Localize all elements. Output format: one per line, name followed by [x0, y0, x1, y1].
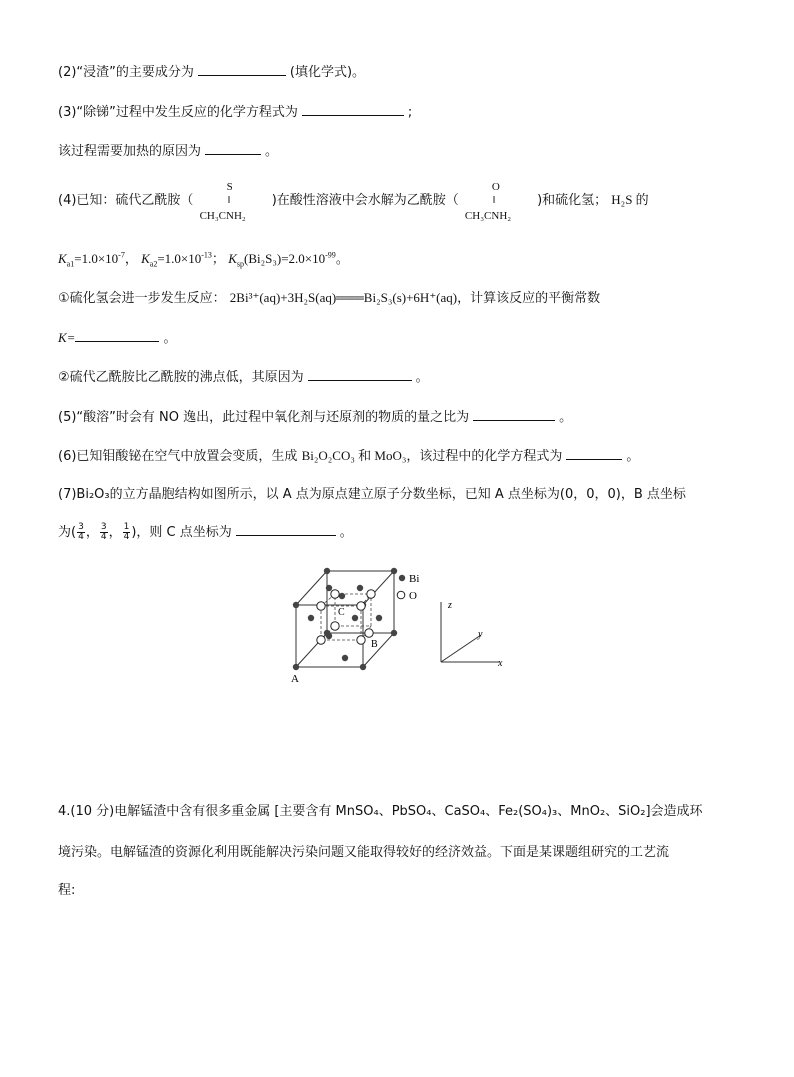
ksp-sub: sp: [236, 259, 244, 269]
frac1-den: 4: [78, 532, 84, 542]
q4-sub1-prefix: ①硫化氢会进一步发生反应：: [58, 291, 226, 306]
q5-ratio-blank[interactable]: [473, 407, 555, 421]
q4-sub1-suffix: ，计算该反应的平衡常数: [457, 291, 601, 306]
q3-line2-prefix: 该过程需要加热的原因为: [58, 144, 202, 159]
q7-c-coordinate-blank[interactable]: [236, 522, 336, 536]
crystal-cell-figure: [285, 560, 515, 690]
frac3-den: 4: [123, 532, 130, 542]
legend-bi-marker: [399, 575, 405, 581]
question-3-reason: [58, 141, 278, 161]
ka1-value: =1.0×10: [74, 251, 119, 266]
q4-sub2-suffix: 。: [415, 370, 429, 385]
q4-hydrolysis-text: )在酸性溶液中会水解为乙酰胺（: [271, 193, 459, 208]
frac2-num: 3: [100, 522, 107, 532]
q6-suffix: 。: [626, 449, 640, 464]
q4-sub2-blank[interactable]: [308, 367, 412, 381]
k-answer-blank[interactable]: [75, 328, 159, 342]
q7-line1: (7)Bi₂O₃的立方晶胞结构如图所示，以 A 点为原点建立原子分数坐标，已知 A 点坐标为(0，0，0)，B 点坐标: [58, 487, 686, 502]
question-3: [58, 102, 412, 122]
q3-line1-suffix: ;: [407, 105, 413, 120]
q4-h2s-text: )和硫化氢；: [537, 193, 608, 208]
question-5: [58, 407, 572, 427]
axis-x-label: x: [498, 658, 503, 669]
thioacetamide-structure: [198, 179, 268, 223]
axes-symbol: [441, 602, 499, 662]
ksp-value: (Bi₂S₃)=2.0×10: [243, 251, 326, 266]
struct2-oxygen: O: [491, 180, 500, 193]
q4-constants-end: 。: [335, 251, 349, 266]
q7-line2-prefix: 为(: [58, 525, 77, 540]
q4-sub2: [58, 367, 429, 387]
next-question-line1: [58, 803, 703, 821]
next-question-text3: 程:: [58, 883, 76, 898]
legend-bi: Bi: [409, 573, 420, 585]
question-7: [58, 486, 686, 504]
fraction-b-x: [77, 523, 85, 542]
label-a: A: [291, 673, 299, 685]
question-6: [58, 446, 639, 466]
question-7-line2: 为( $\frac{3}{4}$ ， $\frac{3}{4}$ ， $\frac{1}{4}$ )，则 C 点坐标为 。: [58, 522, 353, 542]
acetamide-structure: [463, 179, 533, 223]
ka2-value: =1.0×10: [157, 251, 202, 266]
ka1-exp: -7: [118, 250, 125, 260]
struct1-double-bond: ‖: [227, 194, 231, 206]
struct2-base: CH₃CNH₂: [464, 209, 512, 222]
q4-constants: $K_{a1}=1.0\times 10^{-7}$， $K_{a2}=1.0\times 10^{-13}$； $K_{sp}(Bi_2S_3)=2.0\times 10^{-99}$。: [58, 250, 349, 269]
q4-intro: (4)已知：硫代乙酰胺（: [58, 193, 194, 208]
q6-prefix: (6)已知钼酸铋在空气中放置会变质，生成: [58, 449, 298, 464]
q6-products: Bi₂O₂CO₃ 和 MoO₃: [301, 448, 407, 463]
ka2-exp: -13: [201, 250, 212, 260]
next-question-line2: [58, 844, 669, 862]
ka1-sub: a1: [66, 259, 75, 269]
next-question-text1: 4.(10 分)电解锰渣中含有很多重金属 [主要含有 MnSO₄、PbSO₄、CaSO₄、Fe₂(SO₄)₃、MnO₂、SiO₂]会造成环: [58, 804, 703, 819]
ka1-symbol: K: [58, 251, 67, 266]
q4-k-line: [58, 328, 176, 348]
h2s-formula: H₂S 的: [611, 192, 649, 207]
q5-prefix: (5)“酸溶”时会有 NO 逸出，此过程中氧化剂与还原剂的物质的量之比为: [58, 410, 470, 425]
struct1-base: CH₃CNH₂: [199, 209, 246, 222]
legend-o-marker: [397, 591, 405, 599]
k-suffix: 。: [163, 331, 177, 346]
q6-equation-blank[interactable]: [566, 446, 622, 460]
struct1-sulfur: S: [226, 180, 233, 193]
q7-line2-mid: )，则 C 点坐标为: [131, 525, 232, 540]
q2-prefix: (2)“浸渣”的主要成分为: [58, 65, 194, 80]
q6-middle: ，该过程中的化学方程式为: [406, 449, 563, 464]
label-b: B: [371, 639, 378, 650]
label-c: C: [338, 607, 345, 618]
ka2-sub: a2: [149, 259, 158, 269]
ksp-exp: -99: [325, 250, 336, 260]
o-atoms: [317, 590, 375, 644]
q7-line2-suffix: 。: [339, 525, 353, 540]
q2-suffix: (填化学式)。: [289, 65, 366, 80]
q3-line2-suffix: 。: [265, 144, 279, 159]
fraction-b-y: [100, 523, 108, 542]
frac1-num: 3: [78, 522, 84, 532]
q3-line1-prefix: (3)“除锑”过程中发生反应的化学方程式为: [58, 105, 298, 120]
axis-y-label: y: [478, 629, 483, 640]
q4-sub1: [58, 289, 600, 308]
k-label: K=: [58, 330, 76, 345]
frac2-den: 4: [100, 532, 107, 542]
fraction-b-z: [123, 523, 131, 542]
q5-suffix: 。: [559, 410, 573, 425]
legend-o: O: [409, 590, 417, 602]
q4-sub2-prefix: ②硫代乙酰胺比乙酰胺的沸点低，其原因为: [58, 370, 304, 385]
struct2-double-bond: ‖: [492, 194, 496, 206]
q3-equation-blank[interactable]: [302, 102, 404, 116]
q2-answer-blank[interactable]: [198, 62, 286, 76]
question-2: [58, 62, 365, 82]
bi-atoms: [293, 568, 397, 670]
axis-z-label: z: [448, 600, 452, 611]
next-question-text2: 境污染。电解锰渣的资源化利用既能解决污染问题又能取得较好的经济效益。下面是某课题组研究的工艺流: [58, 845, 670, 860]
next-question-line3: [58, 882, 75, 900]
q3-reason-blank[interactable]: [205, 141, 261, 155]
q4-sub1-equation: 2Bi³⁺(aq)+3H₂S(aq)═══Bi₂S₃(s)+6H⁺(aq): [229, 290, 458, 305]
ksp-symbol: K: [228, 251, 237, 266]
question-4: [58, 176, 649, 224]
ka2-symbol: K: [141, 251, 150, 266]
frac3-num: 1: [123, 522, 130, 532]
